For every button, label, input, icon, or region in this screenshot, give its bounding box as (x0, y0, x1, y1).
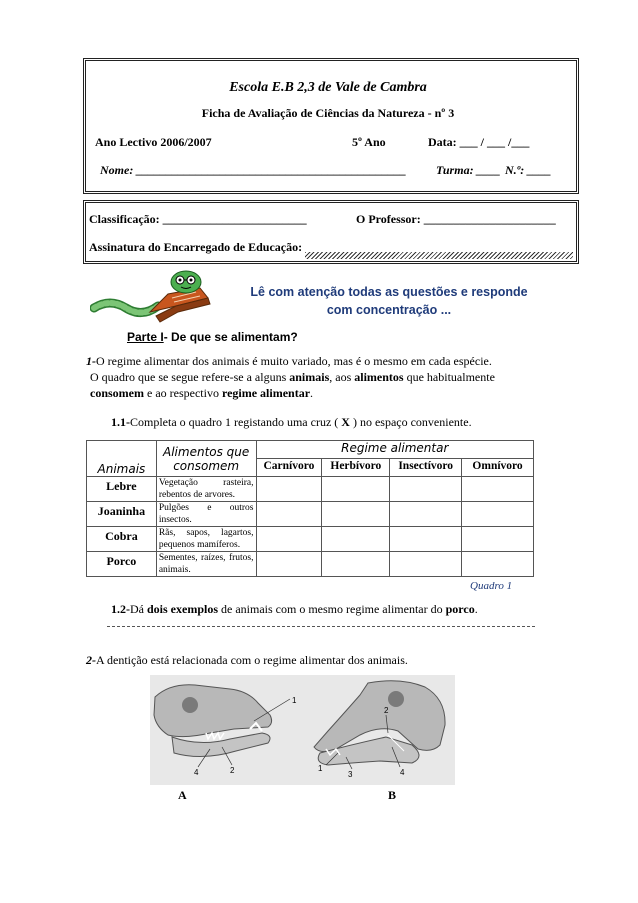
school-year: Ano Lectivo 2006/2007 (95, 135, 212, 149)
question-1-1 (111, 414, 472, 430)
answer-cell[interactable] (462, 527, 534, 552)
answer-cell[interactable] (462, 552, 534, 577)
skull-a-label: 1 (292, 696, 297, 705)
bookworm-icon (90, 268, 215, 326)
col-insectivoro: Insectívoro (390, 459, 462, 477)
answer-cell[interactable] (322, 552, 390, 577)
q12-a: Dá (130, 602, 147, 616)
question-2 (86, 652, 408, 668)
answer-cell[interactable] (390, 502, 462, 527)
q1-line-1: O regime alimentar dos animais é muito variado, mas é o mesmo em cada espécie. (96, 354, 492, 368)
guardian-signature-label: Assinatura do Encarregado de Educação: (89, 240, 303, 254)
food-cell: Pulgões e outros insectos. (156, 502, 256, 527)
skulls-figure (150, 675, 455, 785)
col-omnivoro: Omnívoro (462, 459, 534, 477)
part-title: - De que se alimentam? (163, 330, 298, 344)
figure-caption-b: B (388, 788, 397, 802)
table-row (87, 552, 534, 577)
grade: 5º Ano (352, 135, 386, 149)
q12-e: . (474, 602, 478, 616)
intro-line-2: com concentração ... (326, 303, 452, 317)
answer-cell[interactable] (256, 527, 322, 552)
intro-line-1: Lê com atenção todas as questões e responde (250, 285, 528, 299)
q2-number: 2- (86, 653, 96, 667)
animal-cell: Porco (87, 552, 157, 577)
part-heading (127, 330, 298, 344)
answer-cell[interactable] (322, 477, 390, 502)
animal-cell: Lebre (87, 477, 157, 502)
col-alimentos: Alimentos que consomem (156, 441, 256, 477)
q1-line-3-b: e ao respectivo (144, 386, 222, 400)
skull-b (314, 681, 445, 769)
food-cell: Sementes, raízes, frutos, animais. (156, 552, 256, 577)
animal-cell: Joaninha (87, 502, 157, 527)
col-herbivoro: Herbívoro (322, 459, 390, 477)
food-cell: Rãs, sapos, lagartos, pequenos mamíferos. (156, 527, 256, 552)
figure-caption-a: A (178, 788, 187, 802)
q1-line-2-a: O quadro que se segue refere-se a alguns (90, 370, 290, 384)
col-carnivoro: Carnívoro (256, 459, 322, 477)
answer-cell[interactable] (462, 477, 534, 502)
class-field[interactable]: Turma: ____ (436, 163, 501, 177)
question-1-2 (111, 601, 478, 617)
q1-line-3-d: . (310, 386, 314, 400)
skulls-illustration (150, 675, 455, 785)
col-animais: Animais (87, 441, 157, 477)
skull-b-label: 4 (400, 768, 405, 777)
part-label: Parte I (127, 330, 164, 344)
skull-b-label: 2 (384, 706, 389, 715)
answer-cell[interactable] (256, 552, 322, 577)
teacher-field[interactable]: O Professor: ______________________ (356, 212, 556, 226)
answer-cell[interactable] (390, 477, 462, 502)
food-cell: Vegetação rasteira, rebentos de arvores. (156, 477, 256, 502)
skull-b-label: 3 (348, 770, 353, 779)
q11-text: Completa o quadro 1 registando uma cruz ( (130, 415, 342, 429)
question-1 (86, 353, 556, 401)
answer-line[interactable] (107, 626, 535, 627)
q11-number: 1.1- (111, 415, 130, 429)
classification-field[interactable]: Classificação: ________________________ (89, 212, 307, 226)
q1-number: 1- (86, 354, 96, 368)
q12-keyword-porco: porco (445, 602, 475, 616)
answer-cell[interactable] (322, 527, 390, 552)
diet-table (86, 440, 534, 577)
animal-cell: Cobra (87, 527, 157, 552)
q11-x: X (341, 415, 350, 429)
answer-cell[interactable] (390, 552, 462, 577)
table-row (87, 527, 534, 552)
q1-keyword-alimentos: alimentos (354, 370, 404, 384)
intro-text (230, 283, 548, 319)
q1-keyword-consomem: consomem (90, 386, 144, 400)
q1-keyword-regime: regime alimentar (221, 386, 311, 400)
skull-a (154, 685, 290, 767)
q1-line-2-c: , aos (329, 370, 355, 384)
table-caption: Quadro 1 (470, 580, 513, 592)
answer-cell[interactable] (462, 502, 534, 527)
q11-end: ) no espaço conveniente. (349, 415, 472, 429)
q12-c: de animais com o mesmo regime alimentar do (218, 602, 446, 616)
q12-number: 1.2- (111, 602, 130, 616)
date-field[interactable]: Data: ___ / ___ /___ (428, 135, 530, 149)
q12-keyword: dois exemplos (147, 602, 219, 616)
q1-keyword-animais: animais (289, 370, 330, 384)
q1-line-2-e: que habitualmente (403, 370, 495, 384)
answer-cell[interactable] (256, 502, 322, 527)
q2-text: A dentição está relacionada com o regime alimentar dos animais. (96, 653, 408, 667)
skull-a-label: 4 (194, 768, 199, 777)
answer-cell[interactable] (322, 502, 390, 527)
answer-cell[interactable] (390, 527, 462, 552)
col-regime: Regime alimentar (256, 441, 534, 459)
school-name: Escola E.B 2,3 de Vale de Cambra (229, 80, 427, 95)
skull-b-label: 1 (318, 764, 323, 773)
number-field[interactable]: N.º: ____ (505, 163, 552, 177)
table-row (87, 502, 534, 527)
sheet-title: Ficha de Avaliação de Ciências da Natureza - nº 3 (201, 106, 455, 120)
signature-line[interactable] (305, 252, 573, 259)
skull-a-label: 2 (230, 766, 235, 775)
name-field[interactable]: Nome: _____________________________________________ (100, 163, 407, 177)
answer-cell[interactable] (256, 477, 322, 502)
table-row (87, 477, 534, 502)
